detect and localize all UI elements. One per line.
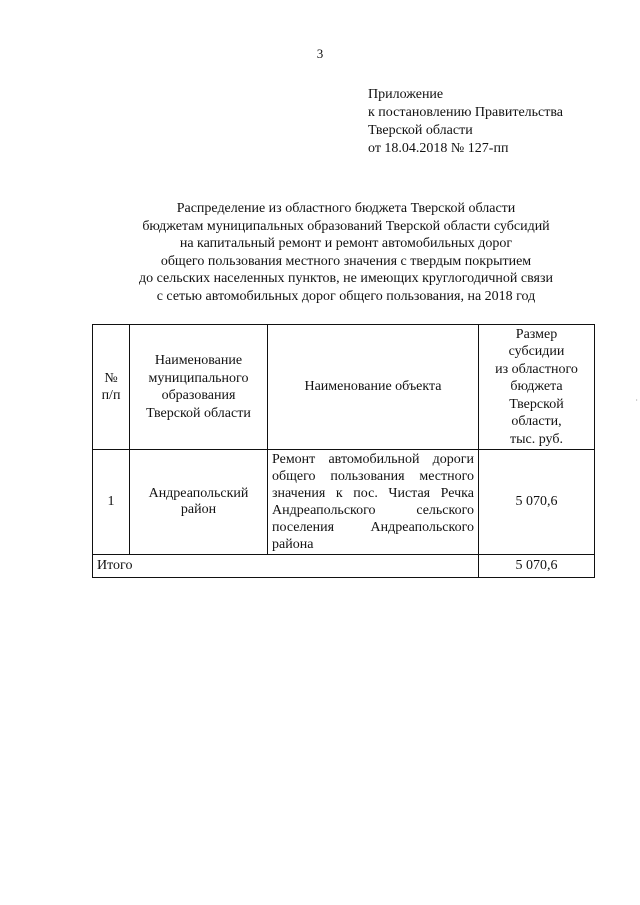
header-text: из областного: [495, 361, 578, 377]
header-municipality: [130, 325, 268, 450]
header-text: тыс. руб.: [510, 431, 563, 447]
header-object: Наименование объекта: [268, 325, 479, 450]
header-num: [93, 325, 130, 450]
cell-text: Андреапольский: [148, 486, 249, 501]
cell-municipality: [130, 450, 268, 555]
subsidy-table: [92, 324, 595, 578]
header-text: Размер: [515, 326, 558, 342]
header-text: Тверской: [509, 396, 564, 412]
total-label: Итого: [93, 555, 479, 578]
title-line: с сетью автомобильных дорог общего пользования, на 2018 год: [156, 288, 536, 304]
appendix-block: [368, 86, 563, 158]
document-title: [96, 200, 596, 306]
appendix-line: Тверской области: [368, 123, 473, 138]
header-text: муниципального: [148, 370, 249, 386]
cell-object: Ремонт автомобильной дороги общего пользования местного значения к пос. Чистая Речка Андреапольского сельского поселения Андреапольского района: [268, 450, 479, 555]
cell-text: район: [180, 502, 217, 517]
title-line: бюджетам муниципальных образований Тверской области субсидий: [142, 218, 550, 234]
scan-edge-mark: ·: [635, 396, 638, 405]
header-text: п/п: [101, 388, 121, 403]
title-line: на капитальный ремонт и ремонт автомобильных дорог: [179, 236, 513, 252]
appendix-line: от 18.04.2018 № 127-пп: [368, 141, 509, 156]
title-line: до сельских населенных пунктов, не имеющих круглогодичной связи: [138, 271, 553, 287]
table-header-row: [93, 325, 595, 450]
appendix-line: Приложение: [368, 87, 444, 102]
table-row: [93, 450, 595, 555]
title-line: общего пользования местного значения с твердым покрытием: [160, 253, 532, 269]
total-amount: 5 070,6: [479, 555, 595, 578]
header-text: субсидии: [508, 344, 565, 360]
title-line: Распределение из областного бюджета Тверской области: [176, 201, 516, 216]
cell-num: 1: [93, 450, 130, 555]
header-text: Тверской области: [146, 405, 251, 421]
header-text: Наименование: [154, 353, 243, 368]
cell-subsidy-amount: 5 070,6: [479, 450, 595, 555]
header-subsidy-amount: [479, 325, 595, 450]
page-number: 3: [316, 46, 324, 61]
appendix-line: к постановлению Правительства: [368, 105, 564, 120]
header-text: образования: [161, 388, 236, 403]
header-text: №: [104, 370, 118, 386]
header-text: бюджета: [510, 379, 563, 395]
table-total-row: [93, 555, 595, 578]
header-text: области,: [511, 414, 562, 430]
